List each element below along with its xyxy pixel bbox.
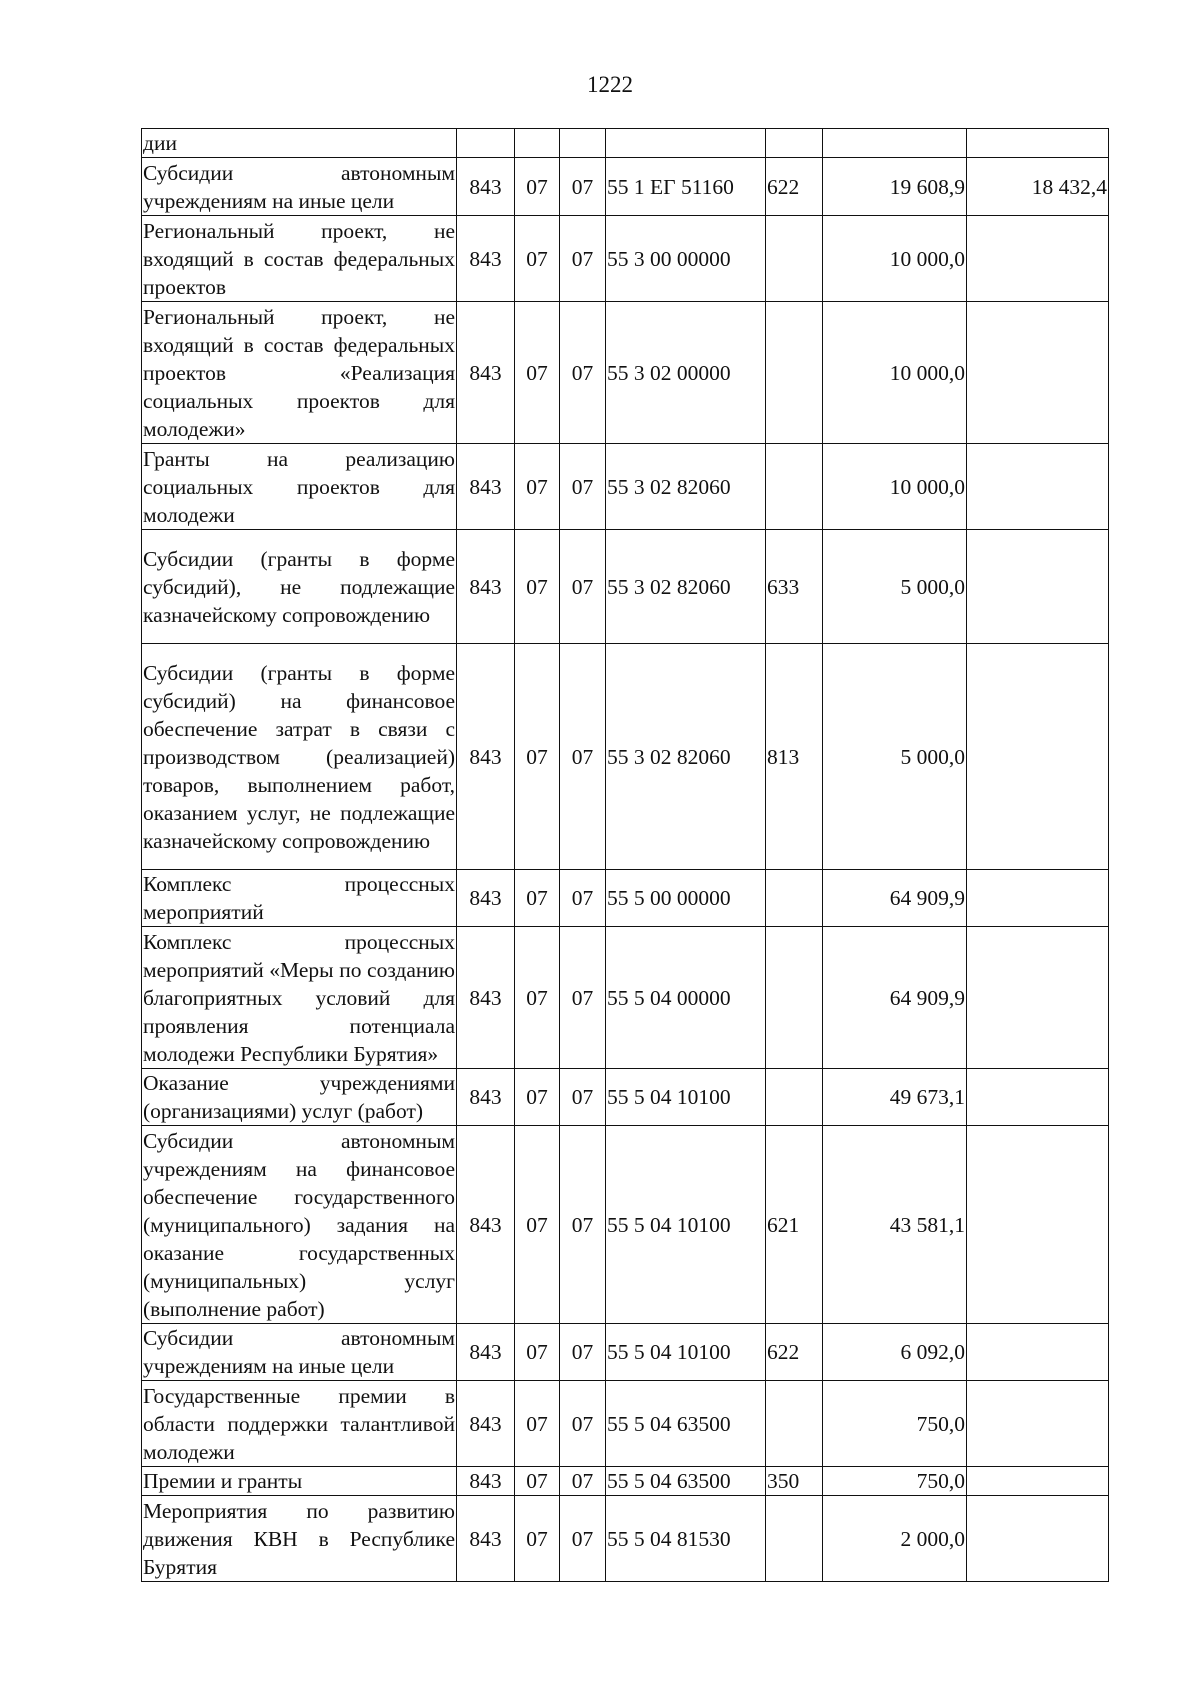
row-name: Субсидии автономным учреждениям на иные цели <box>142 1324 457 1381</box>
expense-type-code: 350 <box>766 1467 823 1496</box>
amount-1: 750,0 <box>823 1381 967 1467</box>
expense-type-code <box>766 216 823 302</box>
table-row <box>142 1381 1109 1467</box>
amount-1: 2 000,0 <box>823 1496 967 1582</box>
section-code: 07 <box>515 870 560 927</box>
section-code: 07 <box>515 1496 560 1582</box>
row-name: Субсидии автономным учреждениям на финансовое обеспечение государственного (муниципального) задания на оказание государственных (муниципальных) услуг (выполнение работ) <box>142 1126 457 1324</box>
amount-1 <box>823 129 967 158</box>
table-row <box>142 1467 1109 1496</box>
amount-2 <box>967 644 1109 870</box>
amount-2 <box>967 1496 1109 1582</box>
subsection-code: 07 <box>560 870 606 927</box>
amount-1: 43 581,1 <box>823 1126 967 1324</box>
target-article-code: 55 3 02 82060 <box>606 644 766 870</box>
row-name: Комплекс процессных мероприятий <box>142 870 457 927</box>
amount-1: 49 673,1 <box>823 1069 967 1126</box>
target-article-code: 55 5 04 63500 <box>606 1467 766 1496</box>
target-article-code: 55 5 04 10100 <box>606 1069 766 1126</box>
table-row <box>142 1126 1109 1324</box>
subsection-code: 07 <box>560 216 606 302</box>
expense-type-code <box>766 927 823 1069</box>
amount-1: 64 909,9 <box>823 870 967 927</box>
table-row <box>142 444 1109 530</box>
ved-code: 843 <box>457 302 515 444</box>
expense-type-code <box>766 444 823 530</box>
subsection-code: 07 <box>560 1467 606 1496</box>
expense-type-code <box>766 1069 823 1126</box>
table-row <box>142 1069 1109 1126</box>
table-row <box>142 129 1109 158</box>
target-article-code <box>606 129 766 158</box>
amount-1: 64 909,9 <box>823 927 967 1069</box>
amount-2 <box>967 1324 1109 1381</box>
table-row <box>142 302 1109 444</box>
row-name: Региональный проект, не входящий в состав федеральных проектов <box>142 216 457 302</box>
page-number: 1222 <box>587 72 633 97</box>
target-article-code: 55 3 02 82060 <box>606 530 766 644</box>
amount-2: 18 432,4 <box>967 158 1109 216</box>
amount-1: 6 092,0 <box>823 1324 967 1381</box>
target-article-code: 55 5 04 63500 <box>606 1381 766 1467</box>
amount-2 <box>967 530 1109 644</box>
target-article-code: 55 1 ЕГ 51160 <box>606 158 766 216</box>
expense-type-code <box>766 302 823 444</box>
table-row <box>142 927 1109 1069</box>
subsection-code: 07 <box>560 158 606 216</box>
subsection-code: 07 <box>560 1381 606 1467</box>
amount-1: 5 000,0 <box>823 644 967 870</box>
target-article-code: 55 5 04 00000 <box>606 927 766 1069</box>
ved-code: 843 <box>457 1381 515 1467</box>
subsection-code <box>560 129 606 158</box>
subsection-code: 07 <box>560 1069 606 1126</box>
target-article-code: 55 3 00 00000 <box>606 216 766 302</box>
section-code: 07 <box>515 1467 560 1496</box>
row-name: Комплекс процессных мероприятий «Меры по созданию благоприятных условий для проявления потенциала молодежи Республики Бурятия» <box>142 927 457 1069</box>
target-article-code: 55 3 02 82060 <box>606 444 766 530</box>
amount-2 <box>967 1126 1109 1324</box>
table-row <box>142 1496 1109 1582</box>
amount-2 <box>967 302 1109 444</box>
amount-2 <box>967 927 1109 1069</box>
row-name: Субсидии автономным учреждениям на иные цели <box>142 158 457 216</box>
amount-1: 10 000,0 <box>823 302 967 444</box>
amount-2 <box>967 444 1109 530</box>
row-name: Премии и гранты <box>142 1467 457 1496</box>
section-code: 07 <box>515 1126 560 1324</box>
target-article-code: 55 3 02 00000 <box>606 302 766 444</box>
amount-1: 10 000,0 <box>823 444 967 530</box>
amount-2 <box>967 129 1109 158</box>
section-code: 07 <box>515 530 560 644</box>
ved-code: 843 <box>457 870 515 927</box>
section-code: 07 <box>515 1324 560 1381</box>
expense-type-code <box>766 1381 823 1467</box>
budget-table <box>141 128 1109 1582</box>
row-name: Субсидии (гранты в форме субсидий) на финансовое обеспечение затрат в связи с производством (реализацией) товаров, выполнением работ, оказанием услуг, не подлежащие казначейскому сопровождению <box>142 644 457 870</box>
row-name: Субсидии (гранты в форме субсидий), не подлежащие казначейскому сопровождению <box>142 530 457 644</box>
ved-code: 843 <box>457 530 515 644</box>
section-code: 07 <box>515 927 560 1069</box>
row-name: Региональный проект, не входящий в состав федеральных проектов «Реализация социальных проектов для молодежи» <box>142 302 457 444</box>
subsection-code: 07 <box>560 302 606 444</box>
amount-1: 19 608,9 <box>823 158 967 216</box>
target-article-code: 55 5 00 00000 <box>606 870 766 927</box>
amount-2 <box>967 1069 1109 1126</box>
ved-code: 843 <box>457 444 515 530</box>
table-row <box>142 870 1109 927</box>
expense-type-code: 622 <box>766 158 823 216</box>
amount-1: 750,0 <box>823 1467 967 1496</box>
subsection-code: 07 <box>560 927 606 1069</box>
subsection-code: 07 <box>560 444 606 530</box>
table-row <box>142 216 1109 302</box>
amount-2 <box>967 216 1109 302</box>
expense-type-code: 622 <box>766 1324 823 1381</box>
amount-1: 5 000,0 <box>823 530 967 644</box>
row-name: дии <box>142 129 457 158</box>
subsection-code: 07 <box>560 1496 606 1582</box>
subsection-code: 07 <box>560 1126 606 1324</box>
expense-type-code <box>766 129 823 158</box>
row-name: Гранты на реализацию социальных проектов для молодежи <box>142 444 457 530</box>
amount-2 <box>967 870 1109 927</box>
table-row <box>142 644 1109 870</box>
amount-2 <box>967 1467 1109 1496</box>
expense-type-code <box>766 1496 823 1582</box>
table-row <box>142 530 1109 644</box>
target-article-code: 55 5 04 81530 <box>606 1496 766 1582</box>
section-code: 07 <box>515 216 560 302</box>
row-name: Оказание учреждениями (организациями) услуг (работ) <box>142 1069 457 1126</box>
section-code: 07 <box>515 302 560 444</box>
ved-code: 843 <box>457 158 515 216</box>
ved-code: 843 <box>457 1126 515 1324</box>
ved-code <box>457 129 515 158</box>
expense-type-code <box>766 870 823 927</box>
table-row <box>142 158 1109 216</box>
row-name: Мероприятия по развитию движения КВН в Республике Бурятия <box>142 1496 457 1582</box>
amount-1: 10 000,0 <box>823 216 967 302</box>
amount-2 <box>967 1381 1109 1467</box>
section-code: 07 <box>515 644 560 870</box>
ved-code: 843 <box>457 216 515 302</box>
ved-code: 843 <box>457 1069 515 1126</box>
expense-type-code: 621 <box>766 1126 823 1324</box>
expense-type-code: 633 <box>766 530 823 644</box>
ved-code: 843 <box>457 644 515 870</box>
target-article-code: 55 5 04 10100 <box>606 1126 766 1324</box>
expense-type-code: 813 <box>766 644 823 870</box>
section-code: 07 <box>515 444 560 530</box>
section-code <box>515 129 560 158</box>
table-row <box>142 1324 1109 1381</box>
row-name: Государственные премии в области поддержки талантливой молодежи <box>142 1381 457 1467</box>
subsection-code: 07 <box>560 530 606 644</box>
ved-code: 843 <box>457 1324 515 1381</box>
subsection-code: 07 <box>560 644 606 870</box>
section-code: 07 <box>515 1381 560 1467</box>
section-code: 07 <box>515 1069 560 1126</box>
section-code: 07 <box>515 158 560 216</box>
table-body <box>142 129 1109 1582</box>
ved-code: 843 <box>457 927 515 1069</box>
subsection-code: 07 <box>560 1324 606 1381</box>
target-article-code: 55 5 04 10100 <box>606 1324 766 1381</box>
ved-code: 843 <box>457 1467 515 1496</box>
ved-code: 843 <box>457 1496 515 1582</box>
